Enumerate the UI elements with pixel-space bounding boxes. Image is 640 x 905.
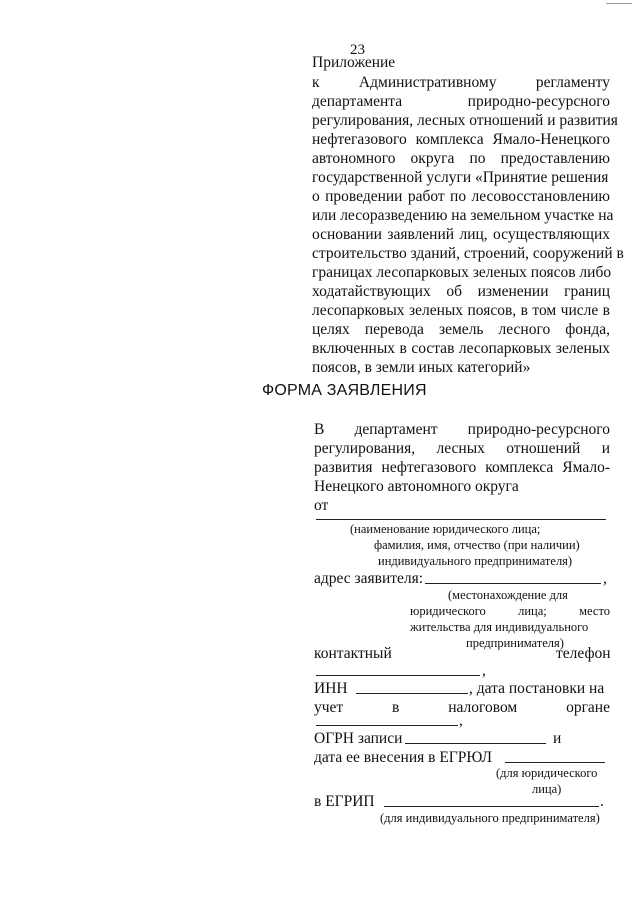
- egrip-field[interactable]: [384, 806, 599, 807]
- egrip-trailing: .: [600, 793, 604, 810]
- address-hint: жительства для индивидуального: [410, 620, 589, 634]
- egrip-label: в ЕГРИП: [314, 793, 375, 810]
- form-title: ФОРМА ЗАЯВЛЕНИЯ: [262, 382, 427, 399]
- appendix-line: к Административному регламенту: [312, 74, 610, 91]
- inn-trailing: ,: [459, 712, 463, 729]
- appendix-line: включенных в состав лесопарковых зеленых: [312, 340, 610, 357]
- appendix-line: нефтегазового комплекса Ямало-Ненецкого: [312, 131, 610, 148]
- appendix-line: целях перевода земель лесного фонда,: [312, 321, 610, 338]
- applicant-hint: фамилия, имя, отчество (при наличии): [374, 538, 580, 552]
- addressee-line: Ненецкого автономного округа: [314, 478, 519, 495]
- appendix-line: поясов, в земли иных категорий»: [312, 359, 531, 376]
- addressee-line: В департамент природно-ресурсного: [314, 421, 610, 438]
- address-hint: предпринимателя): [466, 636, 564, 650]
- applicant-hint: индивидуального предпринимателя): [378, 554, 573, 568]
- egrip-hint: (для индивидуального предпринимателя): [380, 811, 600, 825]
- inn-field[interactable]: [356, 693, 468, 694]
- corner-mark: [606, 3, 632, 4]
- appendix-line: или лесоразведению на земельном участке на: [312, 207, 614, 224]
- ogrn-hint: (для юридического: [496, 766, 598, 780]
- appendix-line: департамента природно-ресурсного: [312, 93, 610, 110]
- ogrn-field[interactable]: [405, 743, 546, 744]
- inn-after: , дата постановки на: [469, 680, 605, 697]
- phone-label-left: контактный: [314, 645, 392, 662]
- appendix-line: лесопарковых зеленых поясов, в том числе в: [312, 302, 610, 319]
- addressee-line: развития нефтегазового комплекса Ямало-: [314, 459, 610, 476]
- address-trailing: ,: [603, 570, 607, 587]
- addressee-from: от: [314, 497, 329, 514]
- egrul-date-field[interactable]: [505, 762, 605, 763]
- address-hint: (местонахождение для: [448, 588, 568, 602]
- page-number: 23: [350, 42, 365, 58]
- appendix-line: автономного округа по предоставлению: [312, 150, 610, 167]
- inn-line2: учет в налоговом органе: [314, 699, 610, 716]
- phone-trailing: ,: [482, 662, 486, 679]
- tax-office-field[interactable]: [316, 725, 458, 726]
- ogrn-after: и: [553, 730, 562, 747]
- inn-label: ИНН: [314, 680, 348, 697]
- appendix-line: государственной услуги «Принятие решения: [312, 169, 609, 186]
- address-label: адрес заявителя:: [314, 570, 424, 587]
- applicant-name-field[interactable]: [316, 519, 606, 520]
- appendix-title: Приложение: [312, 54, 396, 71]
- phone-field[interactable]: [316, 675, 480, 676]
- appendix-line: регулирования, лесных отношений и развития: [312, 112, 618, 129]
- applicant-hint: (наименование юридического лица;: [350, 522, 541, 536]
- appendix-line: границах лесопарковых зеленых поясов либо: [312, 264, 612, 281]
- ogrn-line2: дата ее внесения в ЕГРЮЛ: [314, 749, 493, 766]
- appendix-line: о проведении работ по лесовосстановлению: [312, 188, 610, 205]
- address-hint: юридического лица; место: [410, 604, 610, 618]
- addressee-line: регулирования, лесных отношений и: [314, 440, 610, 457]
- address-field[interactable]: [425, 583, 601, 584]
- ogrn-label: ОГРН записи: [314, 730, 403, 747]
- phone-label-right: телефон: [556, 645, 611, 662]
- appendix-line: основании заявлений лиц, осуществляющих: [312, 226, 610, 243]
- appendix-line: ходатайствующих об изменении границ: [312, 283, 610, 300]
- appendix-line: строительство зданий, строений, сооружений в: [312, 245, 624, 262]
- ogrn-hint: лица): [532, 782, 562, 796]
